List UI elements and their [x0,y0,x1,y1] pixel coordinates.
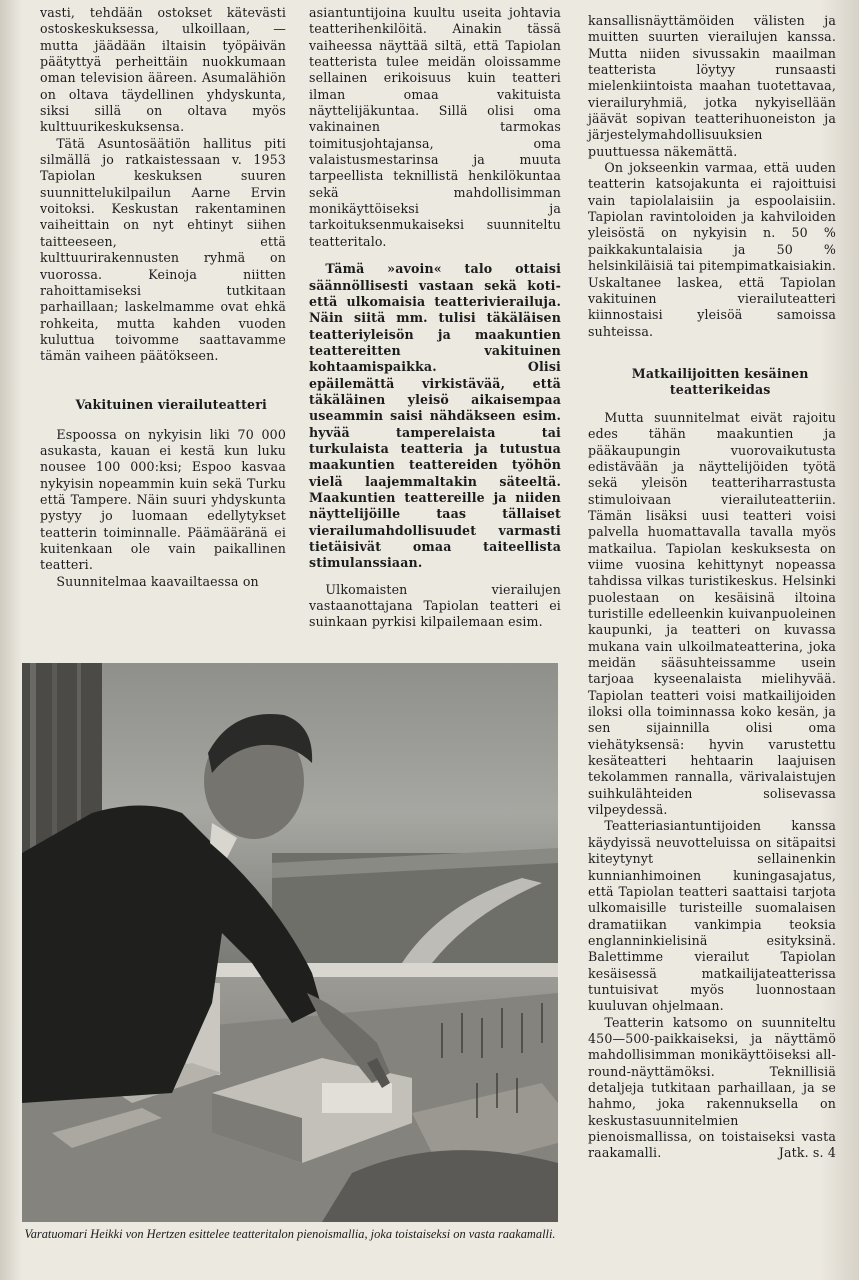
paragraph [588,1015,836,1162]
text-column-1 [40,5,286,590]
paragraph-text: Teatterin katsomo on suunniteltu 450—500-paikkaiseksi, ja näyttämö mahdollisimman monikäyttöiseksi all-round-näyttämöksi. Teknillisiä detaljeja tutkitaan parhaillaan, ja se hahmo, joka rakennuksella on keskustasuunnitelmien pienoismallissa, on toistaiseksi vasta raakamalli. [588,1014,836,1161]
section-heading: Vakituinen vierailuteatteri [75,396,267,412]
photo-illustration [22,663,558,1222]
paragraph: vasti, tehdään ostokset kätevästi ostoskeskuksessa, ulkoillaan, — mutta jäädään iltaisin työpäivän päätyttyä perheittäin nuokkumaan oman television ääreen. Asumalähiön on oltava täydellinen yhdyskunta, siksi sillä on oltava myös kulttuurikeskuksensa. [40,5,286,135]
section-heading: teatterikeidas [669,381,771,397]
paragraph: asiantuntijoina kuultu useita johtavia teatterihenkilöitä. Ainakin tässä vaiheessa näyttää siltä, että Tapiolan teatterista tulee meidän oloissamme sellainen erikoisuus kuin teatteri ilman omaa vakituista näyttelijäkuntaa. Sillä olisi oma vakinainen tarmokas toimitusjohtajansa, oma valaistusmestarinsa ja muuta tarpeellista teknillistä henkilökuntaa sekä mahdollisimman monikäyttöiseksi ja tarkoituksenmukaiseksi suunniteltu teatteritalo. [309,5,561,249]
paragraph: kansallisnäyttämöiden välisten ja muitten suurten vierailujen kanssa. Mutta niiden sivussakin maailman teatterista löytyy runsaasti mielenkiintoista maahan tuotettavaa, vierailuryhmiä, jotka nykyisellään jäävät sopivan teatterihuoneiston ja järjestelymahdollisuuksien puuttuessa näkemättä. [588,13,836,159]
photo-caption: Varatuomari Heikki von Hertzen esittelee teatteritalon pienoismallia, joka toistaiseksi on vasta raakamalli. [24,1227,556,1241]
paragraph: Tätä Asuntosäätiön hallitus piti silmällä jo ratkaistessaan v. 1953 Tapiolan keskuksen suuren suunnittelukilpailun Aarne Ervin voitoksi. Keskustan rakentaminen vaiheittain on nyt ehtinyt siihen taitteeseen, että kulttuurirakennusten ryhmä on vuorossa. Keinoja niitten rahoittamiseksi tutkitaan parhaillaan; laskelmamme ovat ehkä rohkeita, mutta kahden vuoden kuluttua toivomme saattavamme tämän vaiheen päätökseen. [40,135,286,364]
paragraph: Mutta suunnitelmat eivät rajoitu edes tähän maakuntien ja pääkaupungin vuorovaikutusta edistävään ja näyttelijöiden työtä sekä yleisön teatteriharrastusta stimuloivaan vierailuteatteriin. Tämän lisäksi uusi teatteri voisi palvella huomattavalla tavalla myös matkailua. Tapiolan keskuksesta on viime vuosina kehittynyt nopeassa tahdissa vilkas turistikeskus. Helsinki puolestaan on kesäisinä iltoina turistille edelleenkin kuivanpuoleinen kaupunki, ja teatteri on kuvassa mukana vain ulkoilmateatterina, joka meidän sääsuhteissamme usein tarjoaa kyseenalaista mielihyvää. Tapiolan teatteri voisi matkailijoiden iloksi olla toiminnassa koko kesän, ja sen sijainnilla olisi oma viehätyksensä: hyvin varustettu kesäteatteri hehtaarin laajuisen tekolammen rannalla, värivalaistujen suihkulähteiden solisevassa vilpeydessä. [588,409,836,818]
paragraph: Tämä »avoin« talo ottaisi säännöllisesti vastaan sekä koti- että ulkomaisia teatterivierailuja. Näin siitä mm. tulisi täkäläisen teatteriyleisön ja maakuntien teattereitten vakituinen kohtaamispaikka. Olisi epäilemättä virkistävää, että täkäläinen yleisö aikaisempaa useammin saisi nähdäkseen esim. hyvää tamperelaista tai turkulaista teatteria ja tutustua maakuntien teattereiden työhön vielä laajemmaltakin säteeltä. Maakuntien teattereille ja niiden näyttelijöille taas tällaiset vierailumahdollisuudet varmasti tietäisivät omaa taiteellista stimulanssiaan. [309,261,561,571]
bold-passage [309,261,561,572]
text-column-3 [588,13,836,1162]
paragraph: Espoossa on nykyisin liki 70 000 asukasta, kauan ei kestä kun luku nousee 100 000:ksi; Espoo kasvaa nykyisin nopeammin kuin sekä Turku että Tampere. Näin suuri yhdyskunta pystyy jo luomaan edellytykset teatterin toiminnalle. Päämääränä ei kuitenkaan ole vain paikallinen teatteri. [40,426,286,573]
paragraph: Ulkomaisten vierailujen vastaanottajana Tapiolan teatteri ei suinkaan pyrkisi kilpailemaan esim. [309,581,561,630]
photo-architectural-model [22,663,558,1222]
paragraph: Suunnitelmaa kaavailtaessa on [56,573,259,589]
section-heading: Matkailijoitten kesäinen [631,365,809,381]
paragraph: On jokseenkin varmaa, että uuden teatterin katsojakunta ei rajoittuisi vain tapiolalaisiin ja espoolaisiin. Tapiolan ravintoloiden ja kahviloiden yleisöstä on nykyisin n. 50 % paikkakuntalaisia ja 50 % helsinkiläisiä tai pitempimatkaisiakin. Uskaltanee laskea, että Tapiolan vakituinen vierailuteatteri kiinnostaisi yleisöä samoissa suhteissa. [588,160,836,339]
text-column-2 [309,5,561,631]
continued-note: Jatk. s. 4 [778,1145,836,1161]
paragraph: Teatteriasiantuntijoiden kanssa käydyissä neuvotteluissa on sitäpaitsi kiteytynyt sellainenkin kunnianhimoinen kuningasajatus, että Tapiolan teatteri saattaisi tarjota ulkomaisille turisteille suomalaisen dramatiikan vankimpia teoksia englanninkielisinä esityksinä. Balettimme vierailut Tapiolan kesäisessä matkailijateatterissa tuntuisivat myös luonnostaan kuuluvan ohjelmaan. [588,818,836,1014]
